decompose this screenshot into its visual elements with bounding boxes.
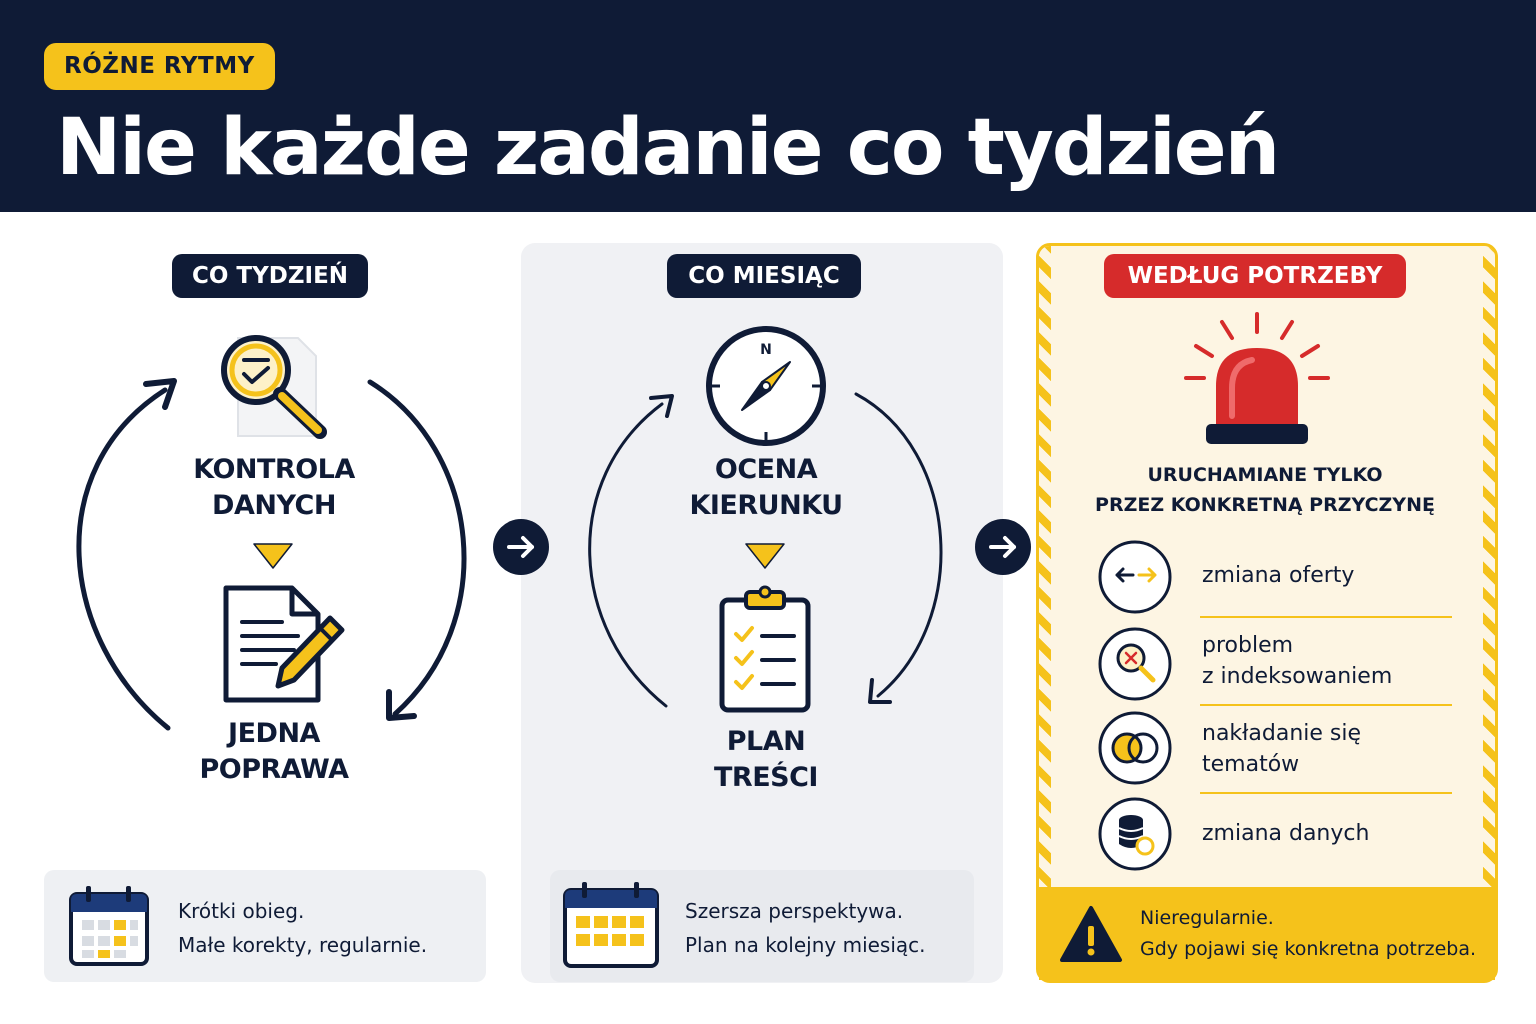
alarm-siren-icon: [1182, 312, 1332, 448]
on-demand-label: WEDŁUG POTRZEBY: [1104, 254, 1406, 298]
warning-icon: [1058, 904, 1124, 964]
next-arrow-icon: [492, 518, 550, 576]
monthly-note-line2: Plan na kolejny miesiąc.: [685, 933, 926, 957]
calendar-weekly-icon: [68, 884, 150, 968]
monthly-note: [685, 894, 926, 962]
next-arrow-icon: [974, 518, 1032, 576]
weekly-step2: [124, 716, 424, 788]
weekly-step2-line1: JEDNA: [228, 718, 320, 749]
on-demand-subtitle: [1060, 460, 1470, 520]
on-demand-subtitle-line1: URUCHAMIANE TYLKO: [1147, 464, 1383, 486]
monthly-cycle-arrows: [0, 0, 1, 1]
monthly-step2: [616, 724, 916, 796]
magnifier-check-icon: [216, 330, 326, 440]
search-error-icon: [1097, 626, 1173, 702]
on-demand-subtitle-line2: PRZEZ KONKRETNĄ PRZYCZYNĘ: [1095, 494, 1435, 516]
kicker-badge: RÓŻNE RYTMY: [44, 43, 275, 90]
monthly-step1-line2: KIERUNKU: [689, 490, 843, 521]
reason-offer-change: zmiana oferty: [1202, 563, 1355, 588]
compass-icon: [704, 324, 828, 448]
clipboard-checklist-icon: [718, 584, 812, 714]
overlap-circles-icon: [1097, 710, 1173, 786]
reason-divider: [1200, 792, 1452, 794]
reason-data-change: zmiana danych: [1202, 821, 1370, 846]
on-demand-note-line2: Gdy pojawi się konkretna potrzeba.: [1140, 938, 1477, 960]
monthly-step1-line1: OCENA: [714, 454, 818, 485]
reason-divider: [1200, 704, 1452, 706]
reason-topic-overlap: [1202, 718, 1361, 780]
reason-overlap-line2: tematów: [1202, 752, 1300, 777]
reason-divider: [1200, 616, 1452, 618]
page-title: Nie każde zadanie co tydzień: [56, 103, 1279, 193]
database-refresh-icon: [1097, 796, 1173, 872]
weekly-note-line1: Krótki obieg.: [178, 899, 305, 923]
reason-indexing-line2: z indeksowaniem: [1202, 664, 1393, 689]
reason-indexing-problem: [1202, 630, 1392, 692]
hazard-stripe-right: [1483, 246, 1495, 980]
hazard-stripe-left: [1039, 246, 1051, 980]
weekly-step1: [124, 452, 424, 524]
reason-indexing-line1: problem: [1202, 633, 1294, 658]
reason-overlap-line1: nakładanie się: [1202, 721, 1362, 746]
weekly-note-line2: Małe korekty, regularnie.: [178, 933, 428, 957]
weekly-step1-line2: DANYCH: [212, 490, 336, 521]
weekly-step1-line1: KONTROLA: [193, 454, 355, 485]
weekly-note: [178, 894, 427, 962]
monthly-step2-line2: TREŚCI: [714, 762, 818, 793]
monthly-step1: [616, 452, 916, 524]
weekly-label: CO TYDZIEŃ: [172, 254, 368, 298]
swap-arrows-icon: [1097, 539, 1173, 615]
compass-north-label: N: [760, 342, 772, 358]
monthly-label: CO MIESIĄC: [667, 254, 861, 298]
on-demand-note: [1140, 903, 1476, 965]
document-edit-icon: [220, 584, 350, 706]
monthly-step2-line1: PLAN: [726, 726, 806, 757]
monthly-note-line1: Szersza perspektywa.: [685, 899, 904, 923]
calendar-monthly-icon: [562, 880, 660, 970]
down-triangle-icon: [252, 542, 294, 570]
weekly-step2-line2: POPRAWA: [199, 754, 349, 785]
on-demand-note-line1: Nieregularnie.: [1140, 907, 1274, 929]
down-triangle-icon: [744, 542, 786, 570]
